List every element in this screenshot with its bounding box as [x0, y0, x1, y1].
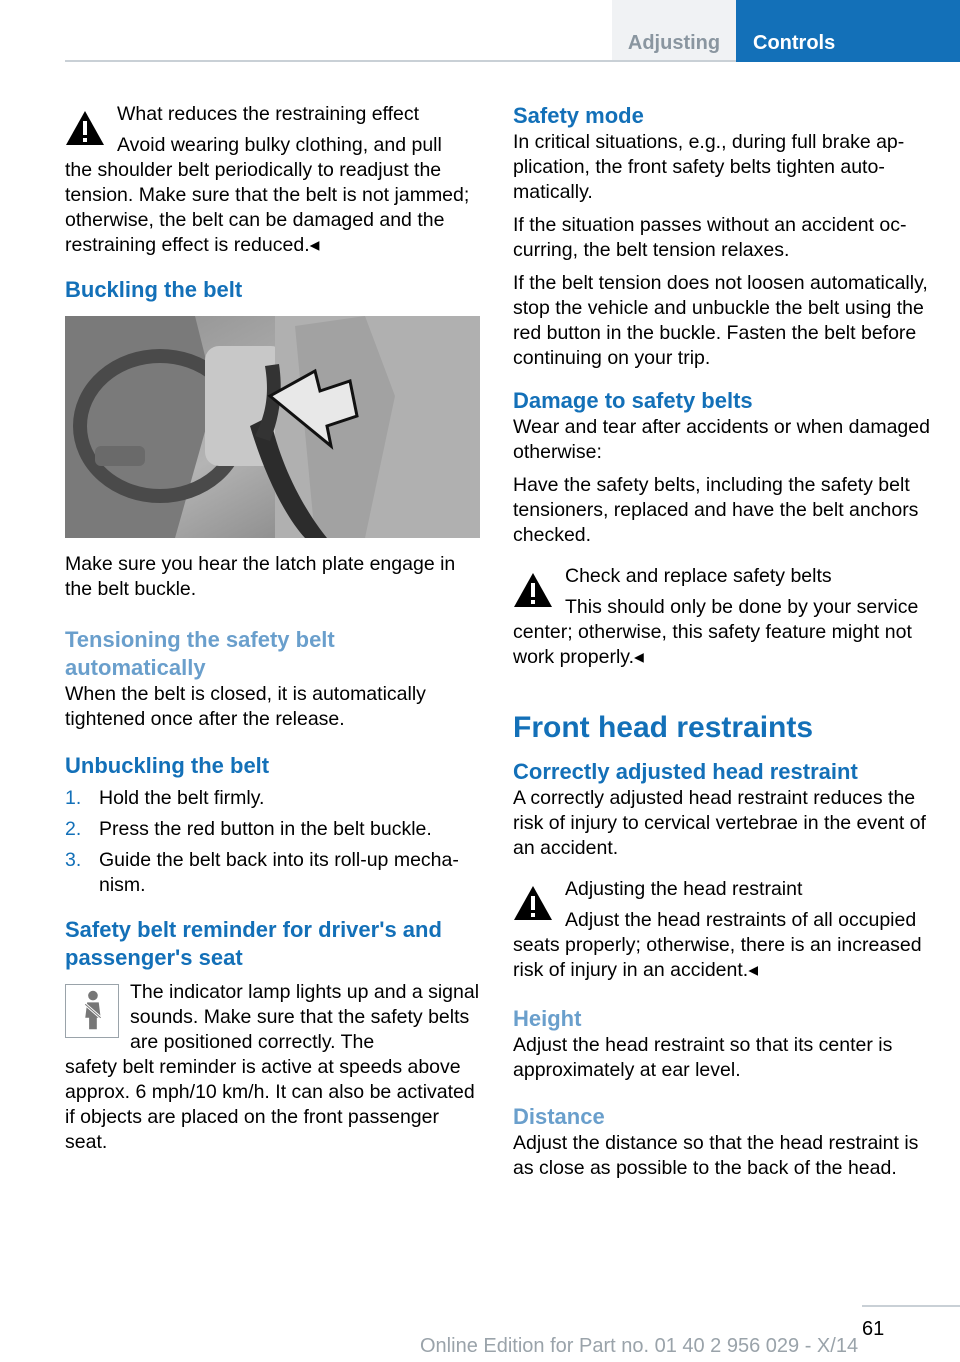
warning-body: This should only be done by your service center; otherwise, this safety feature might not work properly.◂ [513, 596, 919, 668]
heading-safety-mode: Safety mode [513, 103, 644, 128]
buckling-text: Make sure you hear the latch plate engage in the belt buckle. [65, 553, 456, 600]
safety-mode-p2: If the situation passes without an accident occurring, the belt tension relaxes. [513, 214, 907, 261]
list-item: 2. Press the red button in the belt buckle. [65, 818, 432, 840]
heading-reminder: Safety belt reminder for driver's and passenger's seat [65, 917, 442, 970]
heading-height: Height [513, 1006, 582, 1031]
warning-title: Check and replace safety belts [565, 565, 832, 587]
footer-divider [862, 1305, 960, 1307]
warning-title: Adjusting the head restraint [565, 878, 803, 900]
head-restraint-p1: A correctly adjusted head restraint reduces the risk of injury to cervical vertebrae in the event of an accident. [513, 787, 926, 859]
list-item: 1. Hold the belt firmly. [65, 787, 265, 809]
heading-buckling: Buckling the belt [65, 277, 243, 302]
warning-triangle-icon [513, 885, 553, 921]
header-section-label: Adjusting [612, 0, 736, 60]
safety-mode-p3: If the belt tension does not loosen automatically, stop the vehicle and unbuckle the belt using the red button in the buckle. Fasten the belt before continuing on your trip. [513, 272, 928, 369]
warning-body: Avoid wearing bulky clothing, and pull the shoulder belt periodically to readjust the tension. Make sure that the belt is not jammed; otherwise, the belt can be damaged and the restraining effect is reduced.◂ [65, 134, 470, 256]
footer-edition: Online Edition for Part no. 01 40 2 956 029 - X/14 [420, 1335, 859, 1357]
seat-belt-photo [65, 316, 480, 538]
unbuckling-steps [65, 786, 480, 898]
damage-p2: Have the safety belts, including the safety belt tensioners, replaced and have the belt anchors checked. [513, 474, 919, 546]
warning-title: What reduces the restraining effect [117, 103, 420, 125]
warning-body: Adjust the head restraints of all occupied seats properly; otherwise, there is an increased risk of injury in an accident.◂ [513, 909, 922, 981]
reminder-text: The indicator lamp lights up and a signal sounds. Make sure that the safety belts are positioned correctly. The safety belt reminder is active at speeds above approx. 6 mph/10 km/h. It can also be activated if objects are placed on the front passenger seat. [65, 981, 480, 1153]
right-column [513, 102, 933, 1189]
heading-correct-restraint: Correctly adjusted head restraint [513, 759, 858, 784]
height-text: Adjust the head restraint so that its center is approximately at ear level. [513, 1034, 893, 1081]
list-item: 3. Guide the belt back into its roll-up mechanism. [65, 849, 459, 896]
warning-triangle-icon [513, 572, 553, 608]
header-chapter-tab: Controls [736, 0, 960, 62]
warning-adjusting-restraint [513, 877, 933, 983]
heading-distance: Distance [513, 1104, 605, 1129]
page-number: 61 [862, 1318, 885, 1340]
heading-unbuckling: Unbuckling the belt [65, 753, 270, 778]
heading-front-head-restraints: Front head restraints [513, 711, 814, 744]
warning-triangle-icon [65, 110, 105, 146]
safety-mode-p1: In critical situations, e.g., during full brake application, the front safety belts tighten automatically. [513, 131, 905, 203]
left-column [65, 102, 480, 1155]
distance-text: Adjust the distance so that the head restraint is as close as possible to the back of the head. [513, 1132, 919, 1179]
warning-restraining-effect [65, 102, 480, 258]
heading-damage: Damage to safety belts [513, 388, 753, 413]
heading-tensioning: Tensioning the safety belt automatically [65, 627, 335, 680]
reminder-block [65, 980, 480, 1155]
seat-belt-reminder-icon [65, 984, 119, 1038]
damage-p1: Wear and tear after accidents or when damaged otherwise: [513, 416, 930, 463]
tensioning-text: When the belt is closed, it is automatically tightened once after the release. [65, 683, 426, 730]
warning-check-belts [513, 564, 933, 670]
